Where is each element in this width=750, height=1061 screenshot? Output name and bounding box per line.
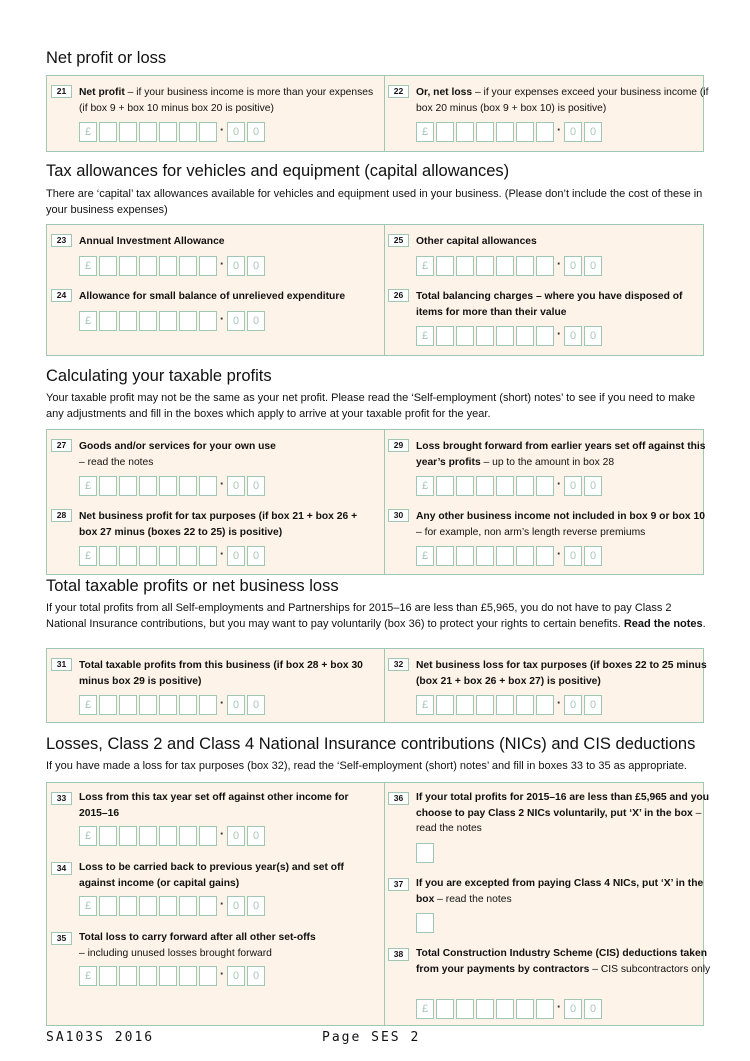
box-number-label: 35 [51,932,72,945]
amount-entry-b32 [416,695,604,715]
amount-entry-b22 [416,122,604,142]
pounds-digit-input[interactable] [179,896,197,916]
box-37-x-checkbox[interactable] [416,913,434,933]
pence-digit-cell: 0 [584,476,602,496]
pence-digit-cell: 0 [584,999,602,1019]
pounds-digit-input[interactable] [159,122,177,142]
pence-digit-cell: 0 [584,546,602,566]
decimal-point: · [219,896,225,911]
pounds-digit-input[interactable] [199,896,217,916]
pounds-digit-input[interactable] [199,122,217,142]
pence-digit-cell: 0 [564,476,582,496]
total-taxable-panel: Total taxable profits from this business (if box 28 + box 30 minus box 29 is positive) 31 £ · 0 0 Net business loss for tax purposes (if boxes 22 to 25 minus (box 21 + box 26 + box 27) is positive) 32 £ · 0 0 [46,648,704,723]
box-number-label: 33 [51,792,72,805]
pence-digit-cell: 0 [564,122,582,142]
box-number-label: 31 [51,658,72,671]
pounds-digit-input[interactable] [436,122,454,142]
section-heading-total-taxable: Total taxable profits or net business loss [46,577,339,595]
currency-symbol-cell: £ [416,999,434,1019]
pounds-digit-input[interactable] [516,326,534,346]
pounds-digit-input[interactable] [536,122,554,142]
amount-entry-b33 [79,826,267,846]
pounds-digit-input[interactable] [139,695,157,715]
pounds-digit-input[interactable] [139,546,157,566]
pounds-digit-input[interactable] [496,695,514,715]
pounds-digit-input[interactable] [516,695,534,715]
currency-symbol-cell: £ [416,546,434,566]
pence-digit-cell: 0 [584,256,602,276]
pence-digit-cell: 0 [584,695,602,715]
amount-entry-b31 [79,695,267,715]
box-number-label: 38 [388,948,409,961]
pounds-digit-input[interactable] [199,311,217,331]
currency-symbol-cell: £ [416,256,434,276]
pence-digit-cell: 0 [227,476,245,496]
pence-digit-cell: 0 [564,546,582,566]
pounds-digit-input[interactable] [179,256,197,276]
pence-digit-cell: 0 [247,476,265,496]
pounds-digit-input[interactable] [199,476,217,496]
decimal-point: · [556,999,562,1014]
pence-digit-cell: 0 [227,311,245,331]
pence-digit-cell: 0 [227,695,245,715]
pence-digit-cell: 0 [247,966,265,986]
pence-digit-cell: 0 [247,122,265,142]
box-number-label: 27 [51,439,72,452]
section-intro-capital-allowances: There are ‘capital’ tax allowances available for vehicles and equipment used in your business. (Please don’t include the cost of these in your business expenses) [46,188,703,216]
box-number-label: 23 [51,234,72,247]
pounds-digit-input[interactable] [496,122,514,142]
panel-divider [384,783,385,1025]
pounds-digit-input[interactable] [139,311,157,331]
pounds-digit-input[interactable] [159,966,177,986]
pence-digit-cell: 0 [584,326,602,346]
amount-entry-b29 [416,476,604,496]
decimal-point: · [219,122,225,137]
pounds-digit-input[interactable] [99,546,117,566]
pounds-digit-input[interactable] [199,546,217,566]
pounds-digit-input[interactable] [456,999,474,1019]
pence-digit-cell: 0 [227,546,245,566]
box-number-label: 32 [388,658,409,671]
pounds-digit-input[interactable] [436,695,454,715]
pounds-digit-input[interactable] [159,256,177,276]
pounds-digit-input[interactable] [99,695,117,715]
amount-entry-b24 [79,311,267,331]
pence-digit-cell: 0 [227,122,245,142]
currency-symbol-cell: £ [79,311,97,331]
section-heading-taxable-profits: Calculating your taxable profits [46,367,272,385]
decimal-point: · [219,311,225,326]
pounds-digit-input[interactable] [99,476,117,496]
amount-entry-b28 [79,546,267,566]
pounds-digit-input[interactable] [179,476,197,496]
pounds-digit-input[interactable] [179,826,197,846]
pence-digit-cell: 0 [227,966,245,986]
pence-digit-cell: 0 [247,695,265,715]
pounds-digit-input[interactable] [179,966,197,986]
pence-digit-cell: 0 [227,896,245,916]
pounds-digit-input[interactable] [436,326,454,346]
pounds-digit-input[interactable] [476,122,494,142]
pounds-digit-input[interactable] [159,896,177,916]
currency-symbol-cell: £ [79,256,97,276]
pounds-digit-input[interactable] [159,695,177,715]
decimal-point: · [219,256,225,271]
pounds-digit-input[interactable] [516,999,534,1019]
pounds-digit-input[interactable] [476,695,494,715]
box-number-label: 30 [388,509,409,522]
pence-digit-cell: 0 [564,256,582,276]
pence-digit-cell: 0 [247,896,265,916]
pounds-digit-input[interactable] [516,256,534,276]
pounds-digit-input[interactable] [516,476,534,496]
pounds-digit-input[interactable] [536,999,554,1019]
box-number-label: 24 [51,289,72,302]
box-number-label: 37 [388,878,409,891]
section-intro-losses: If you have made a loss for tax purposes (box 32), read the ‘Self-employment (short) notes’ and fill in boxes 33 to 35 as appropriate. [46,760,687,772]
amount-entry-b21 [79,122,267,142]
pounds-digit-input[interactable] [119,826,137,846]
pounds-digit-input[interactable] [119,256,137,276]
panel-divider [384,225,385,355]
section-intro-total-taxable: If your total profits from all Self-employments and Partnerships for 2015–16 are less than £5,965, you do not have to pay Class 2 National Insurance contributions, but you may want to pay voluntarily (box 36) to protect your rights to certain benefits. Read the notes. [46,602,706,630]
pounds-digit-input[interactable] [536,256,554,276]
pounds-digit-input[interactable] [199,256,217,276]
pounds-digit-input[interactable] [179,122,197,142]
capital-allowances-panel: Annual Investment Allowance 23 £ · 0 0 Allowance for small balance of unrelieved expenditure 24 £ · 0 0 Other capital allowances 25 £ · 0 0 Total balancing charges – where you have disposed of items for more than their value 26 £ · 0 0 [46,224,704,356]
pounds-digit-input[interactable] [99,122,117,142]
decimal-point: · [556,122,562,137]
pounds-digit-input[interactable] [139,476,157,496]
pounds-digit-input[interactable] [159,311,177,331]
pounds-digit-input[interactable] [456,256,474,276]
pounds-digit-input[interactable] [199,826,217,846]
decimal-point: · [219,966,225,981]
pounds-digit-input[interactable] [99,826,117,846]
page-number: Page SES 2 [322,1030,421,1045]
decimal-point: · [556,256,562,271]
amount-entry-b35 [79,966,267,986]
pence-digit-cell: 0 [247,546,265,566]
pounds-digit-input[interactable] [496,999,514,1019]
pence-digit-cell: 0 [564,326,582,346]
pence-digit-cell: 0 [247,256,265,276]
box-number-label: 25 [388,234,409,247]
pounds-digit-input[interactable] [436,546,454,566]
pence-digit-cell: 0 [227,256,245,276]
currency-symbol-cell: £ [79,966,97,986]
currency-symbol-cell: £ [79,896,97,916]
pounds-digit-input[interactable] [119,546,137,566]
pounds-digit-input[interactable] [119,122,137,142]
section-heading-losses: Losses, Class 2 and Class 4 National Insurance contributions (NICs) and CIS deductions [46,735,696,753]
pounds-digit-input[interactable] [536,326,554,346]
currency-symbol-cell: £ [416,122,434,142]
currency-symbol-cell: £ [79,546,97,566]
section-heading-net-profit: Net profit or loss [46,49,167,67]
pounds-digit-input[interactable] [139,896,157,916]
pounds-digit-input[interactable] [119,896,137,916]
amount-entry-b30 [416,546,604,566]
pence-digit-cell: 0 [564,999,582,1019]
decimal-point: · [556,476,562,491]
decimal-point: · [556,695,562,710]
pence-digit-cell: 0 [564,695,582,715]
pounds-digit-input[interactable] [139,256,157,276]
pence-digit-cell: 0 [247,826,265,846]
currency-symbol-cell: £ [79,122,97,142]
pounds-digit-input[interactable] [496,256,514,276]
box-number-label: 28 [51,509,72,522]
form-identifier: SA103S 2016 [46,1030,155,1045]
pounds-digit-input[interactable] [436,256,454,276]
pounds-digit-input[interactable] [179,546,197,566]
pounds-digit-input[interactable] [536,695,554,715]
currency-symbol-cell: £ [416,326,434,346]
pounds-digit-input[interactable] [139,122,157,142]
pounds-digit-input[interactable] [179,695,197,715]
pounds-digit-input[interactable] [139,966,157,986]
pounds-digit-input[interactable] [476,476,494,496]
currency-symbol-cell: £ [416,695,434,715]
pounds-digit-input[interactable] [119,966,137,986]
pounds-digit-input[interactable] [476,326,494,346]
pounds-digit-input[interactable] [476,256,494,276]
section-heading-capital-allowances: Tax allowances for vehicles and equipment (capital allowances) [46,162,510,180]
pounds-digit-input[interactable] [496,476,514,496]
pounds-digit-input[interactable] [456,122,474,142]
taxable-profits-panel: Goods and/or services for your own use – read the notes 27 £ · 0 0 Net business profit for tax purposes (if box 21 + box 26 + box 27 minus (boxes 22 to 25) is positive) 28 £ · 0 0 Loss brought forward from earlier years set off against this year’s profits – up to the amount in box 28 29 £ · 0 0 Any other business income not included in box 9 or box 10 – for example, non arm’s length reverse premiums 30 £ · 0 0 [46,429,704,575]
pounds-digit-input[interactable] [516,122,534,142]
panel-divider [384,430,385,574]
pounds-digit-input[interactable] [159,826,177,846]
pounds-digit-input[interactable] [536,476,554,496]
box-number-label: 36 [388,792,409,805]
amount-entry-b25 [416,256,604,276]
pounds-digit-input[interactable] [536,546,554,566]
pounds-digit-input[interactable] [99,256,117,276]
currency-symbol-cell: £ [79,476,97,496]
pounds-digit-input[interactable] [119,695,137,715]
box-36-x-checkbox[interactable] [416,843,434,863]
pounds-digit-input[interactable] [456,326,474,346]
pounds-digit-input[interactable] [199,695,217,715]
panel-divider [384,649,385,722]
pounds-digit-input[interactable] [456,476,474,496]
box-number-label: 22 [388,85,409,98]
pounds-digit-input[interactable] [476,546,494,566]
amount-entry-b38 [416,999,604,1019]
pounds-digit-input[interactable] [456,546,474,566]
losses-panel: Loss from this tax year set off against other income for 2015–16 33 £ · 0 0 Loss to be carried back to previous year(s) and set off against income (or capital gains) 34 £ · 0 0 Total loss to carry forward after all other set-offs – including unused losses brought forward 35 £ · 0 0 If your total profits for 2015–16 are less than £5,965 and you choose to pay Class 2 NICs voluntarily, put ‘X’ in the box – read the notes 36 If you are excepted from paying Class 4 NICs, put ‘X’ in the box – read the notes 37 Total Construction Industry Scheme (CIS) deductions taken from your payments by contractors – CIS subcontractors only 38 £ · 0 0 [46,782,704,1026]
pence-digit-cell: 0 [584,122,602,142]
decimal-point: · [219,546,225,561]
box-number-label: 29 [388,439,409,452]
section-intro-taxable-profits: Your taxable profit may not be the same as your net profit. Please read the ‘Self-employment (short) notes’ to see if you need to make any adjustments and fill in the boxes which apply to arrive at your taxable profit for the year. [46,392,696,420]
panel-divider [384,76,385,151]
pounds-digit-input[interactable] [99,896,117,916]
pounds-digit-input[interactable] [476,999,494,1019]
pounds-digit-input[interactable] [199,966,217,986]
pounds-digit-input[interactable] [119,311,137,331]
box-number-label: 26 [388,289,409,302]
pounds-digit-input[interactable] [456,695,474,715]
pence-digit-cell: 0 [247,311,265,331]
pounds-digit-input[interactable] [496,546,514,566]
amount-entry-b34 [79,896,267,916]
currency-symbol-cell: £ [79,826,97,846]
decimal-point: · [556,546,562,561]
amount-entry-b23 [79,256,267,276]
decimal-point: · [219,826,225,841]
pounds-digit-input[interactable] [119,476,137,496]
box-number-label: 34 [51,862,72,875]
pounds-digit-input[interactable] [99,966,117,986]
pounds-digit-input[interactable] [159,476,177,496]
pounds-digit-input[interactable] [179,311,197,331]
pounds-digit-input[interactable] [139,826,157,846]
box-number-label: 21 [51,85,72,98]
pounds-digit-input[interactable] [436,476,454,496]
pounds-digit-input[interactable] [159,546,177,566]
pounds-digit-input[interactable] [496,326,514,346]
net-profit-panel: Net profit – if your business income is more than your expenses (if box 9 + box 10 minus box 20 is positive) 21 £ · 0 0 Or, net loss – if your expenses exceed your business income (if box 20 minus (box 9 + box 10) is positive) 22 £ · 0 0 [46,75,704,152]
decimal-point: · [219,695,225,710]
pence-digit-cell: 0 [227,826,245,846]
amount-entry-b26 [416,326,604,346]
pounds-digit-input[interactable] [99,311,117,331]
pounds-digit-input[interactable] [436,999,454,1019]
amount-entry-b27 [79,476,267,496]
pounds-digit-input[interactable] [516,546,534,566]
decimal-point: · [556,326,562,341]
decimal-point: · [219,476,225,491]
currency-symbol-cell: £ [79,695,97,715]
currency-symbol-cell: £ [416,476,434,496]
